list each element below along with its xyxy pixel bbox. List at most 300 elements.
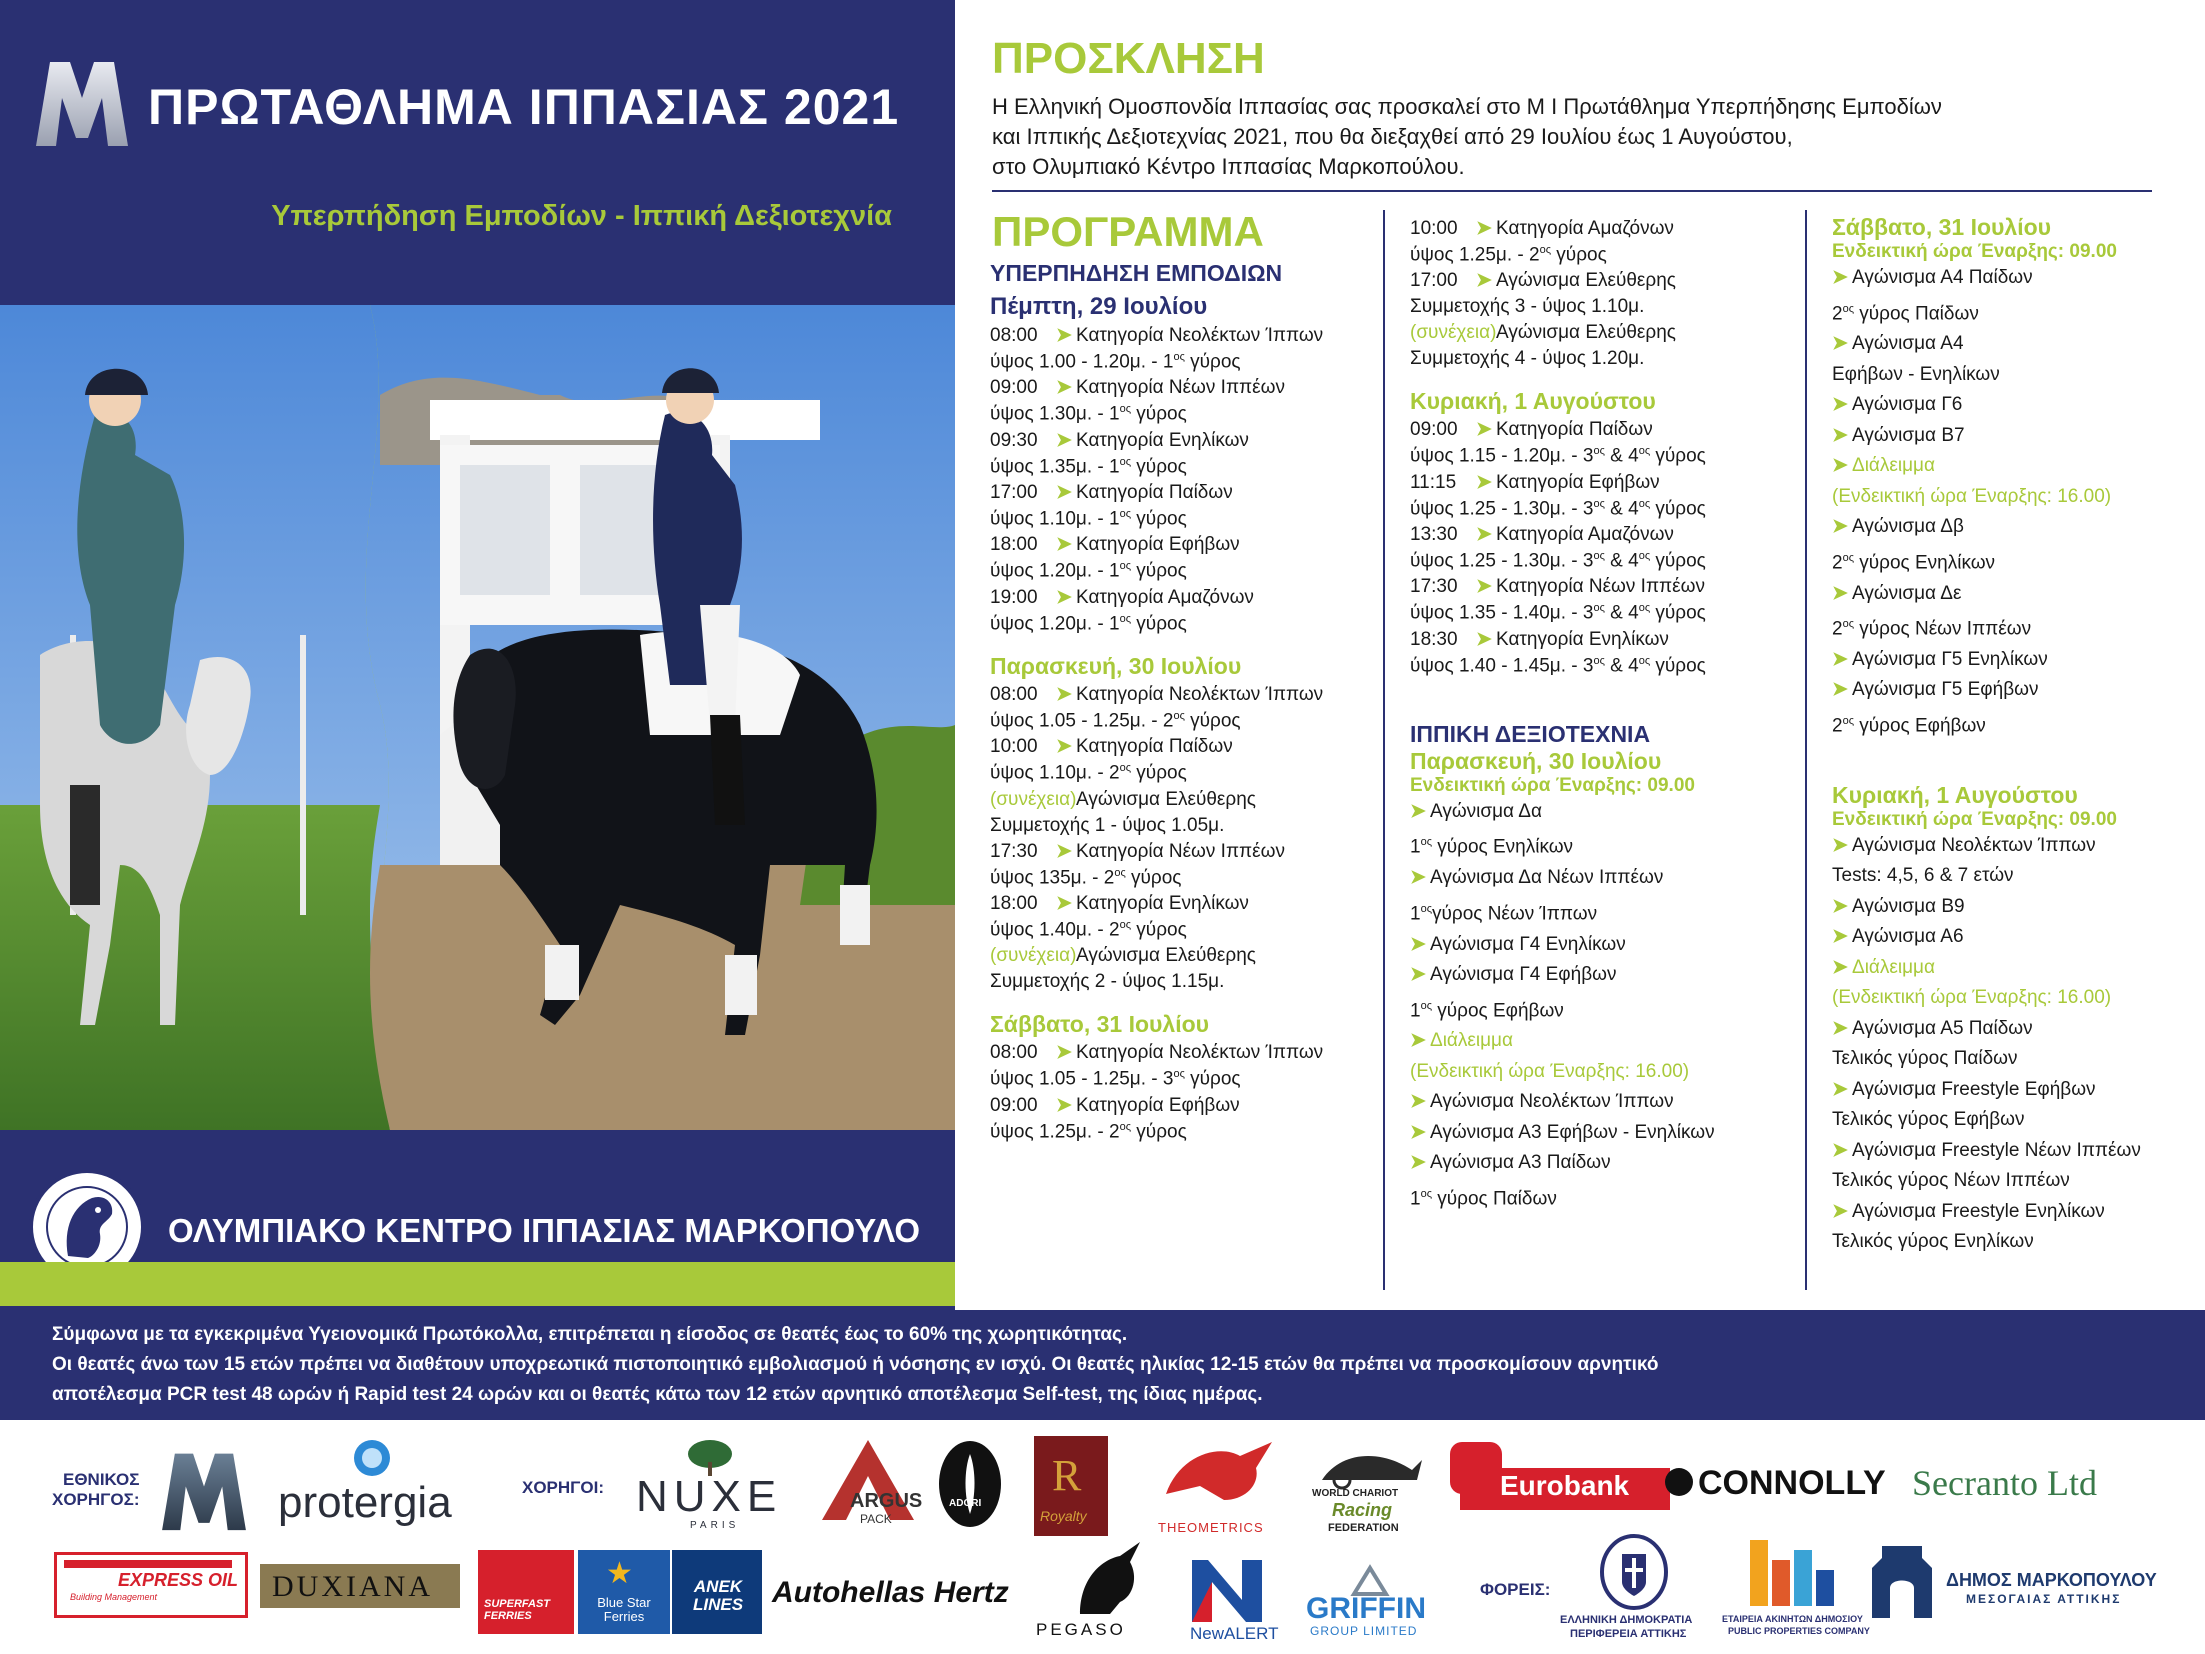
day-heading: Σάββατο, 31 Ιουλίου xyxy=(1832,214,2052,240)
break-item xyxy=(1410,1026,1800,1057)
day-heading: Σάββατο, 31 Ιουλίου xyxy=(990,1011,1210,1038)
event-row xyxy=(1410,863,1800,894)
arrow-icon: ➤ xyxy=(1410,800,1426,822)
event-name: Κατηγορία Ενηλίκων xyxy=(1076,892,1249,914)
event-name: Αγώνισμα Δα xyxy=(1430,800,1542,822)
event-detail: $2^{o\varsigma}$ γύρος Εφήβων xyxy=(1832,714,1986,737)
ordinal-suffix: ος xyxy=(1119,762,1132,775)
event-time: 08:00 xyxy=(990,683,1038,705)
page-subtitle: Υπερπήδηση Εμποδίων - Ιππική Δεξιοτεχνία xyxy=(271,200,892,232)
royalty-letter: R xyxy=(1052,1451,1082,1500)
arrow-icon: ➤ xyxy=(1056,683,1072,705)
event-name: Αγώνισμα Ελεύθερης xyxy=(1496,270,1676,292)
argus-logo: ARGUS xyxy=(850,1490,923,1512)
column-divider xyxy=(1805,210,1807,1290)
event-time: (συνέχεια) xyxy=(1410,322,1497,344)
event-name: Κατηγορία Παίδων xyxy=(1496,419,1653,441)
event-detail: Tests: 4,5, 6 & 7 ετών xyxy=(1832,865,2014,887)
start-time-hint: Ενδεικτική ώρα Έναρξης: 09.00 xyxy=(1410,774,1695,796)
arrow-icon: ➤ xyxy=(1056,325,1072,346)
theometrics-logo: THEOMETRICS xyxy=(1158,1520,1264,1535)
m-logo xyxy=(32,58,132,148)
venue-name: ΟΛΥΜΠΙΑΚΟ ΚΕΝΤΡΟ ΙΠΠΑΣΙΑΣ ΜΑΡΚΟΠΟΥΛΟ xyxy=(168,1212,921,1249)
event-name: Αγώνισμα Freestyle Ενηλίκων xyxy=(1852,1200,2105,1222)
arrow-icon: ➤ xyxy=(1056,586,1072,608)
arrow-icon: ➤ xyxy=(1476,576,1492,598)
schedule-item xyxy=(1410,318,1800,370)
wcr-line-3: FEDERATION xyxy=(1328,1522,1399,1534)
schedule-item xyxy=(990,530,1375,582)
event-name: Αγώνισμα Δα Νέων Ιππέων xyxy=(1430,867,1664,889)
schedule-row xyxy=(1410,266,1800,296)
arrow-icon: ➤ xyxy=(1410,964,1426,986)
event-name: Κατηγορία Αμαζόνων xyxy=(1496,523,1674,545)
arrow-icon: ➤ xyxy=(1832,1017,1848,1039)
ordinal-suffix: ος xyxy=(1119,455,1132,468)
start-time-hint: Ενδεικτική ώρα Έναρξης: 09.00 xyxy=(1832,808,2117,830)
invite-text xyxy=(992,92,2172,182)
event-name: Κατηγορία Παίδων xyxy=(1076,481,1233,503)
superfast-logo: SUPERFAST FERRIES xyxy=(484,1598,551,1622)
event-detail: $2^{o\varsigma}$ γύρος Νέων Ιππέων xyxy=(1832,618,2032,640)
express-oil-sub: Building Management xyxy=(70,1592,158,1602)
nuxe-logo: NUXE xyxy=(636,1472,783,1521)
day-heading: Παρασκευή, 30 Ιουλίου xyxy=(1410,747,1662,774)
ordinal-suffix: ος xyxy=(1842,302,1854,315)
health-notice xyxy=(0,1310,2205,1420)
event-detail: Τελικός γύρος Παίδων xyxy=(1832,1048,2018,1070)
express-oil-logo: EXPRESS OIL xyxy=(118,1570,239,1590)
event-detail: ύψος 1.40 - 1.45μ. - $3^{o\varsigma}$ & $4^{o\varsigma}$ γύρος xyxy=(1410,654,1706,676)
section-title-dressage: ΙΠΠΙΚΗ ΔΕΞΙΟΤΕΧΝΙΑ xyxy=(1410,720,1651,747)
schedule-row xyxy=(1410,318,1800,348)
event-name: Κατηγορία Νέων Ιππέων xyxy=(1496,576,1705,598)
schedule-column-1 xyxy=(990,260,1375,1143)
event-row xyxy=(1832,831,2192,862)
event-detail: ύψος 1.15 - 1.20μ. - $3^{o\varsigma}$ & $4^{o\varsigma}$ γύρος xyxy=(1410,445,1706,467)
schedule-row xyxy=(990,732,1375,762)
arrow-icon: ➤ xyxy=(1832,1200,1848,1222)
break-hint: (Ενδεικτική ώρα Έναρξης: 16.00) xyxy=(1832,987,2112,1009)
event-list xyxy=(990,321,1375,635)
event-row xyxy=(1832,1136,2192,1167)
day-heading: Παρασκευή, 30 Ιουλίου xyxy=(990,652,1242,679)
event-time: 08:00 xyxy=(990,1042,1038,1064)
contact-bar xyxy=(0,1262,955,1306)
event-row xyxy=(1832,1014,2192,1045)
event-name: Αγώνισμα Α6 xyxy=(1852,926,1964,948)
event-name: Κατηγορία Νέων Ιππέων xyxy=(1076,377,1285,399)
pegaso-logo: PEGASO xyxy=(1036,1620,1126,1639)
arrow-icon: ➤ xyxy=(1410,1091,1426,1113)
break-hint: (Ενδεικτική ώρα Έναρξης: 16.00) xyxy=(1832,485,2112,507)
event-detail: ύψος 1.10μ. - $1^{o\varsigma}$ γύρος xyxy=(990,507,1187,530)
schedule-row xyxy=(990,583,1375,613)
event-detail: Τελικός γύρος Ενηλίκων xyxy=(1832,1231,2034,1253)
griffin-logo: GRIFFIN xyxy=(1306,1592,1426,1625)
arrow-icon: ➤ xyxy=(1056,429,1072,451)
event-name: Κατηγορία Εφήβων xyxy=(1076,1094,1240,1116)
event-name: Αγώνισμα Γ6 xyxy=(1852,394,1963,416)
schedule-item xyxy=(1410,468,1800,520)
newalert-icon xyxy=(1192,1560,1262,1622)
event-name: Αγώνισμα Α4 Παίδων xyxy=(1852,267,2033,288)
schedule-item xyxy=(990,941,1375,993)
column-divider xyxy=(1383,210,1385,1290)
event-time: 10:00 xyxy=(1410,218,1458,239)
event-name: Κατηγορία Νεολέκτων Ίππων xyxy=(1076,1042,1324,1064)
tree-icon xyxy=(685,1436,735,1476)
event-name: Κατηγορία Εφήβων xyxy=(1496,471,1660,493)
ordinal-suffix: ος xyxy=(1119,507,1132,520)
event-detail: ύψος 1.05 - 1.25μ. - $2^{o\varsigma}$ γύρος xyxy=(990,709,1241,732)
schedule-item xyxy=(1410,266,1800,318)
break-label: Διάλειμμα xyxy=(1430,1030,1513,1052)
event-name: Κατηγορία Νέων Ιππέων xyxy=(1076,840,1285,862)
break-label: Διάλειμμα xyxy=(1852,956,1935,978)
nuxe-sub: PARIS xyxy=(690,1520,740,1531)
ordinal-suffix: ος xyxy=(1119,1120,1132,1133)
event-time: 18:00 xyxy=(990,534,1038,556)
ordinal-suffix: ος xyxy=(1420,836,1432,849)
schedule-row xyxy=(990,1091,1375,1121)
event-name: Κατηγορία Ενηλίκων xyxy=(1496,628,1669,650)
schedule-row xyxy=(990,837,1375,867)
event-time: 10:00 xyxy=(990,736,1038,758)
connolly-icon xyxy=(1665,1468,1693,1496)
schedule-row xyxy=(1410,572,1800,602)
arrow-icon: ➤ xyxy=(1410,1152,1426,1174)
event-list xyxy=(1410,797,1800,1215)
event-time: (συνέχεια) xyxy=(990,788,1077,810)
event-detail: ύψος 1.20μ. - $1^{o\varsigma}$ γύρος xyxy=(990,612,1187,634)
arrow-icon: ➤ xyxy=(1832,267,1848,288)
event-name: Αγώνισμα Α3 Εφήβων - Ενηλίκων xyxy=(1430,1121,1715,1143)
ordinal-suffix: ος xyxy=(1173,1068,1185,1081)
ordinal-suffix: ος xyxy=(1539,244,1552,256)
event-time: 18:00 xyxy=(990,892,1038,914)
arrow-icon: ➤ xyxy=(1476,628,1492,650)
schedule-item xyxy=(1410,415,1800,467)
ordinal-suffix: ος xyxy=(1842,551,1854,564)
event-detail: Τελικός γύρος Εφήβων xyxy=(1832,1109,2025,1131)
divider xyxy=(992,190,2152,192)
event-name: Κατηγορία Ενηλίκων xyxy=(1076,429,1249,451)
arrow-icon: ➤ xyxy=(1410,1030,1426,1052)
event-time: 09:30 xyxy=(990,429,1038,451)
event-name: Αγώνισμα Freestyle Εφήβων xyxy=(1852,1078,2096,1100)
event-name: Κατηγορία Εφήβων xyxy=(1076,534,1240,556)
greek-emblem-icon xyxy=(1598,1532,1670,1612)
event-detail: $2^{o\varsigma}$ γύρος Ενηλίκων xyxy=(1832,551,1996,574)
event-row xyxy=(1832,421,2192,452)
arrow-icon: ➤ xyxy=(1476,218,1492,239)
ordinal-suffix: ος xyxy=(1593,602,1605,615)
event-row xyxy=(1410,930,1800,961)
schedule-item xyxy=(990,321,1375,373)
event-time: 09:00 xyxy=(990,377,1038,399)
event-row xyxy=(1832,922,2192,953)
schedule-row xyxy=(990,785,1375,815)
etad-icon xyxy=(1742,1536,1842,1610)
arrow-icon: ➤ xyxy=(1832,333,1848,355)
event-name: Αγώνισμα Γ4 Ενηλίκων xyxy=(1430,933,1626,955)
event-detail: $1^{o\varsigma}\gamma ύ\rho o\varsigma$ Νέων Ίππων xyxy=(1410,902,1598,925)
royalty-logo: Royalty xyxy=(1040,1508,1087,1524)
event-list xyxy=(990,1038,1375,1143)
schedule-row xyxy=(1410,468,1800,498)
ordinal-suffix: ος xyxy=(1114,866,1126,879)
schedule-item xyxy=(990,426,1375,478)
invite-line-1: Η Ελληνική Ομοσπονδία Ιππασίας σας προσκαλεί στο Μ Ι Πρωτάθλημα Υπερπήδησης Εμποδίων xyxy=(992,94,1942,119)
event-name: Κατηγορία Αμαζόνων xyxy=(1496,218,1674,239)
arrow-icon: ➤ xyxy=(1056,1094,1072,1116)
arrow-icon: ➤ xyxy=(1476,419,1492,441)
schedule-item xyxy=(1410,572,1800,624)
attiki-line-1: ΕΛΛΗΝΙΚΗ ΔΗΜΟΚΡΑΤΙΑ xyxy=(1560,1614,1693,1626)
event-list xyxy=(1832,263,2192,742)
sponsors-area xyxy=(0,1420,2205,1654)
arrow-icon: ➤ xyxy=(1056,377,1072,399)
event-name: Αγώνισμα Α4 xyxy=(1852,333,1964,355)
event-name: Αγώνισμα Νεολέκτων Ίππων xyxy=(1430,1091,1674,1113)
event-detail: ύψος 1.00 - 1.20μ. - $1^{o\varsigma}$ γύρος xyxy=(990,351,1241,373)
national-sponsor-label xyxy=(52,1470,139,1510)
ordinal-suffix: ος xyxy=(1842,714,1854,727)
etad-line-1: ΕΤΑΙΡΕΙΑ ΑΚΙΝΗΤΩΝ ΔΗΜΟΣΙΟΥ xyxy=(1722,1614,1863,1624)
eurobank-logo: Eurobank xyxy=(1500,1470,1630,1501)
ordinal-suffix: ος xyxy=(1420,1187,1432,1200)
event-row xyxy=(1832,892,2192,923)
ordinal-suffix: ος xyxy=(1593,445,1605,458)
schedule-item xyxy=(990,583,1375,635)
arrow-icon: ➤ xyxy=(1832,394,1848,416)
schedule-row xyxy=(990,426,1375,456)
dimos-icon xyxy=(1862,1538,1942,1620)
adori-icon xyxy=(938,1440,1002,1528)
schedule-item xyxy=(1410,625,1800,677)
arrow-icon: ➤ xyxy=(1056,1042,1072,1064)
break-item xyxy=(1832,953,2192,984)
event-row xyxy=(1832,1197,2192,1228)
arrow-icon: ➤ xyxy=(1832,424,1848,446)
schedule-row xyxy=(990,530,1375,560)
arrow-icon: ➤ xyxy=(1056,892,1072,914)
event-time: 19:00 xyxy=(990,586,1038,608)
schedule-row xyxy=(1410,625,1800,655)
event-row xyxy=(1832,390,2192,421)
argus-sub: PACK xyxy=(860,1512,892,1526)
event-photo xyxy=(0,305,955,1130)
ordinal-suffix: ος xyxy=(1173,351,1185,363)
event-name: Αγώνισμα Β9 xyxy=(1852,895,1965,917)
event-name: Αγώνισμα Ελεύθερης xyxy=(1076,788,1256,810)
event-detail: ύψος 1.20μ. - $1^{o\varsigma}$ γύρος xyxy=(990,560,1187,582)
event-detail: $1^{o\varsigma}$ γύρος Εφήβων xyxy=(1410,999,1564,1021)
event-name: Αγώνισμα Δε xyxy=(1852,582,1962,604)
event-detail: $2^{o\varsigma}$ γύρος Παίδων xyxy=(1832,302,1979,324)
event-list xyxy=(990,680,1375,993)
event-time: 17:30 xyxy=(990,840,1038,862)
day-heading: Κυριακή, 1 Αυγούστου xyxy=(1410,388,1656,415)
event-row xyxy=(1832,675,2192,706)
dimos-line-2: ΜΕΣΟΓΑΙΑΣ ΑΤΤΙΚΗΣ xyxy=(1966,1592,2122,1606)
event-detail: Συμμετοχής 1 - ύψος 1.05μ. xyxy=(990,814,1225,836)
ordinal-suffix: ος xyxy=(1420,999,1432,1012)
event-time: 17:30 xyxy=(1410,576,1458,598)
arrow-icon: ➤ xyxy=(1832,1139,1848,1161)
schedule-item xyxy=(990,680,1375,732)
break-label: Διάλειμμα xyxy=(1852,455,1935,477)
start-time-hint: Ενδεικτική ώρα Έναρξης: 09.00 xyxy=(1832,241,2117,262)
notice-line-1: Σύμφωνα με τα εγκεκριμένα Υγειονομικά Πρωτόκολλα, επιτρέπεται η είσοδος σε θεατές έως το 60% της χωρητικότητας. xyxy=(52,1324,1128,1345)
arrow-icon: ➤ xyxy=(1056,840,1072,862)
event-name: Κατηγορία Νεολέκτων Ίππων xyxy=(1076,683,1324,705)
ordinal-suffix: ος xyxy=(1593,654,1605,667)
sponsors-label: ΧΟΡΗΓΟΙ: xyxy=(522,1478,605,1497)
arrow-icon: ➤ xyxy=(1832,455,1848,477)
event-time: 09:00 xyxy=(1410,419,1458,441)
break-item xyxy=(1832,451,2192,482)
protergia-icon xyxy=(350,1438,394,1478)
schedule-row xyxy=(1410,214,1800,244)
ordinal-suffix: ος xyxy=(1173,709,1185,722)
event-time: 17:00 xyxy=(1410,270,1458,292)
event-list xyxy=(1410,214,1800,370)
express-stripe xyxy=(64,1560,232,1568)
attiki-line-2: ΠΕΡΙΦΕΡΕΙΑ ΑΤΤΙΚΗΣ xyxy=(1570,1628,1687,1640)
arrow-icon: ➤ xyxy=(1832,895,1848,917)
arrow-icon: ➤ xyxy=(1832,516,1848,538)
event-detail: Συμμετοχής 2 - ύψος 1.15μ. xyxy=(990,971,1225,993)
notice-line-3: αποτέλεσμα PCR test 48 ωρών ή Rapid test 24 ωρών και οι θεατές κάτω των 12 ετών αρνητικό αποτέλεσμα Self-test, της ίδιας ημέρας. xyxy=(52,1384,1263,1405)
ordinal-suffix: ος xyxy=(1420,902,1432,915)
event-detail: ύψος 1.25 - 1.30μ. - $3^{o\varsigma}$ & $4^{o\varsigma}$ γύρος xyxy=(1410,549,1706,572)
etad-line-2: PUBLIC PROPERTIES COMPANY xyxy=(1728,1626,1870,1636)
event-row xyxy=(1410,960,1800,991)
anek-logo: ANEK LINES xyxy=(692,1577,744,1614)
ordinal-suffix: ος xyxy=(1119,918,1132,931)
protergia-logo: protergia xyxy=(278,1478,452,1527)
event-row xyxy=(1832,645,2192,676)
schedule-row xyxy=(990,889,1375,919)
chariot-icon xyxy=(1312,1440,1432,1490)
event-time: 09:00 xyxy=(990,1094,1038,1116)
schedule-item xyxy=(990,1091,1375,1143)
schedule-item xyxy=(1410,520,1800,572)
event-time: 18:30 xyxy=(1410,628,1458,650)
event-detail: Συμμετοχής 3 - ύψος 1.10μ. xyxy=(1410,296,1645,318)
ordinal-suffix: ος xyxy=(1119,403,1132,416)
event-row xyxy=(1832,579,2192,610)
notice-line-2: Οι θεατές άνω των 15 ετών πρέπει να διαθέτουν υποχρεωτικά πιστοποιητικό εμβολιασμού ή νόσησης εν ισχύ. Οι θεατές ηλικίας 12-15 ετών θα πρέπει να προσκομίσουν αρνητικό xyxy=(52,1354,1659,1375)
event-time: 08:00 xyxy=(990,325,1038,346)
arrow-icon: ➤ xyxy=(1832,582,1848,604)
event-detail: ύψος 1.25 - 1.30μ. - $3^{o\varsigma}$ & $4^{o\varsigma}$ γύρος xyxy=(1410,497,1706,519)
event-time: 11:15 xyxy=(1410,471,1457,493)
arrow-icon: ➤ xyxy=(1476,523,1492,545)
event-name: Αγώνισμα Α5 Παίδων xyxy=(1852,1017,2033,1039)
theometrics-icon xyxy=(1160,1434,1280,1508)
event-name: Κατηγορία Αμαζόνων xyxy=(1076,586,1254,608)
hertz-logo: Autohellas Hertz xyxy=(772,1576,1009,1609)
ordinal-suffix: ος xyxy=(1638,654,1651,667)
unicorn-icon xyxy=(1060,1540,1150,1620)
event-name: Αγώνισμα Α3 Παίδων xyxy=(1430,1152,1611,1174)
page-title: ΠΡΩΤΑΘΛΗΜΑ ΙΠΠΑΣΙΑΣ 2021 xyxy=(148,79,900,135)
event-name: Αγώνισμα Γ5 Εφήβων xyxy=(1852,679,2039,701)
arrow-icon: ➤ xyxy=(1410,1121,1426,1143)
ordinal-suffix: ος xyxy=(1119,612,1132,625)
wcr-line-1: WORLD CHARIOT xyxy=(1312,1488,1399,1499)
arrow-icon: ➤ xyxy=(1832,1078,1848,1100)
day-heading: Κυριακή, 1 Αυγούστου xyxy=(1832,781,2078,808)
schedule-item xyxy=(990,1038,1375,1090)
schedule-item xyxy=(990,785,1375,837)
ordinal-suffix: ος xyxy=(1638,497,1651,510)
event-list xyxy=(1410,415,1800,677)
invite-line-3: στο Ολυμπιακό Κέντρο Ιππασίας Μαρκοπούλου. xyxy=(992,154,1465,179)
arrow-icon: ➤ xyxy=(1832,679,1848,701)
ordinal-suffix: ος xyxy=(1119,560,1132,573)
event-name: Αγώνισμα Γ4 Εφήβων xyxy=(1430,964,1617,986)
event-detail: ύψος 1.35 - 1.40μ. - $3^{o\varsigma}$ & $4^{o\varsigma}$ γύρος xyxy=(1410,602,1706,624)
schedule-row xyxy=(990,321,1375,351)
event-name: Αγώνισμα Γ5 Ενηλίκων xyxy=(1852,648,2048,670)
event-name: Κατηγορία Νεολέκτων Ίππων xyxy=(1076,325,1324,346)
schedule-row xyxy=(990,1038,1375,1068)
arrow-icon: ➤ xyxy=(1832,926,1848,948)
ordinal-suffix: ος xyxy=(1638,549,1651,562)
event-detail: ύψος 1.40μ. - $2^{o\varsigma}$ γύρος xyxy=(990,918,1187,941)
ordinal-suffix: ος xyxy=(1638,602,1651,615)
event-detail: ύψος 1.35μ. - $1^{o\varsigma}$ γύρος xyxy=(990,455,1187,477)
newalert-logo: NewALERT xyxy=(1190,1624,1279,1643)
arrow-icon: ➤ xyxy=(1832,648,1848,670)
event-row xyxy=(1832,263,2192,294)
label-line: ΧΟΡΗΓΟΣ: xyxy=(52,1490,140,1509)
arrow-icon: ➤ xyxy=(1476,471,1492,493)
dimos-line-1: ΔΗΜΟΣ ΜΑΡΚΟΠΟΥΛΟΥ xyxy=(1946,1570,2157,1590)
griffin-sub: GROUP LIMITED xyxy=(1310,1624,1418,1638)
event-detail: ύψος 1.05 - 1.25μ. - $3^{o\varsigma}$ γύρος xyxy=(990,1068,1241,1090)
event-row xyxy=(1832,512,2192,543)
event-list xyxy=(1832,831,2192,1258)
event-name: Αγώνισμα Δβ xyxy=(1852,516,1964,538)
event-row xyxy=(1832,329,2192,360)
event-name: Κατηγορία Παίδων xyxy=(1076,736,1233,758)
arrow-icon: ➤ xyxy=(1832,834,1848,856)
event-time: (συνέχεια) xyxy=(990,945,1077,967)
break-hint: (Ενδεικτική ώρα Έναρξης: 16.00) xyxy=(1410,1060,1690,1082)
event-row xyxy=(1410,1148,1800,1179)
arrow-icon: ➤ xyxy=(1410,933,1426,955)
program-heading: ΠΡΟΓΡΑΜΜΑ xyxy=(992,208,1264,255)
m-sponsor-logo xyxy=(158,1450,250,1532)
secranto-logo: Secranto Ltd xyxy=(1912,1463,2097,1503)
event-detail: ύψος 1.25μ. - $2^{o\varsigma}$ γύρος xyxy=(990,1120,1187,1142)
adori-logo: ADORI xyxy=(949,1498,982,1509)
event-time: 17:00 xyxy=(990,481,1038,503)
arrow-icon: ➤ xyxy=(1056,736,1072,758)
invite-heading: ΠΡΟΣΚΛΗΣΗ xyxy=(992,34,1265,83)
schedule-row xyxy=(1410,520,1800,550)
section-title-jumping: ΥΠΕΡΠΗΔΗΣΗ ΕΜΠΟΔΙΩΝ xyxy=(990,260,1283,286)
event-name: Αγώνισμα Ελεύθερης xyxy=(1496,322,1676,344)
event-row xyxy=(1410,797,1800,828)
event-detail: $1^{o\varsigma}$ γύρος Ενηλίκων xyxy=(1410,836,1574,858)
schedule-item xyxy=(990,837,1375,889)
